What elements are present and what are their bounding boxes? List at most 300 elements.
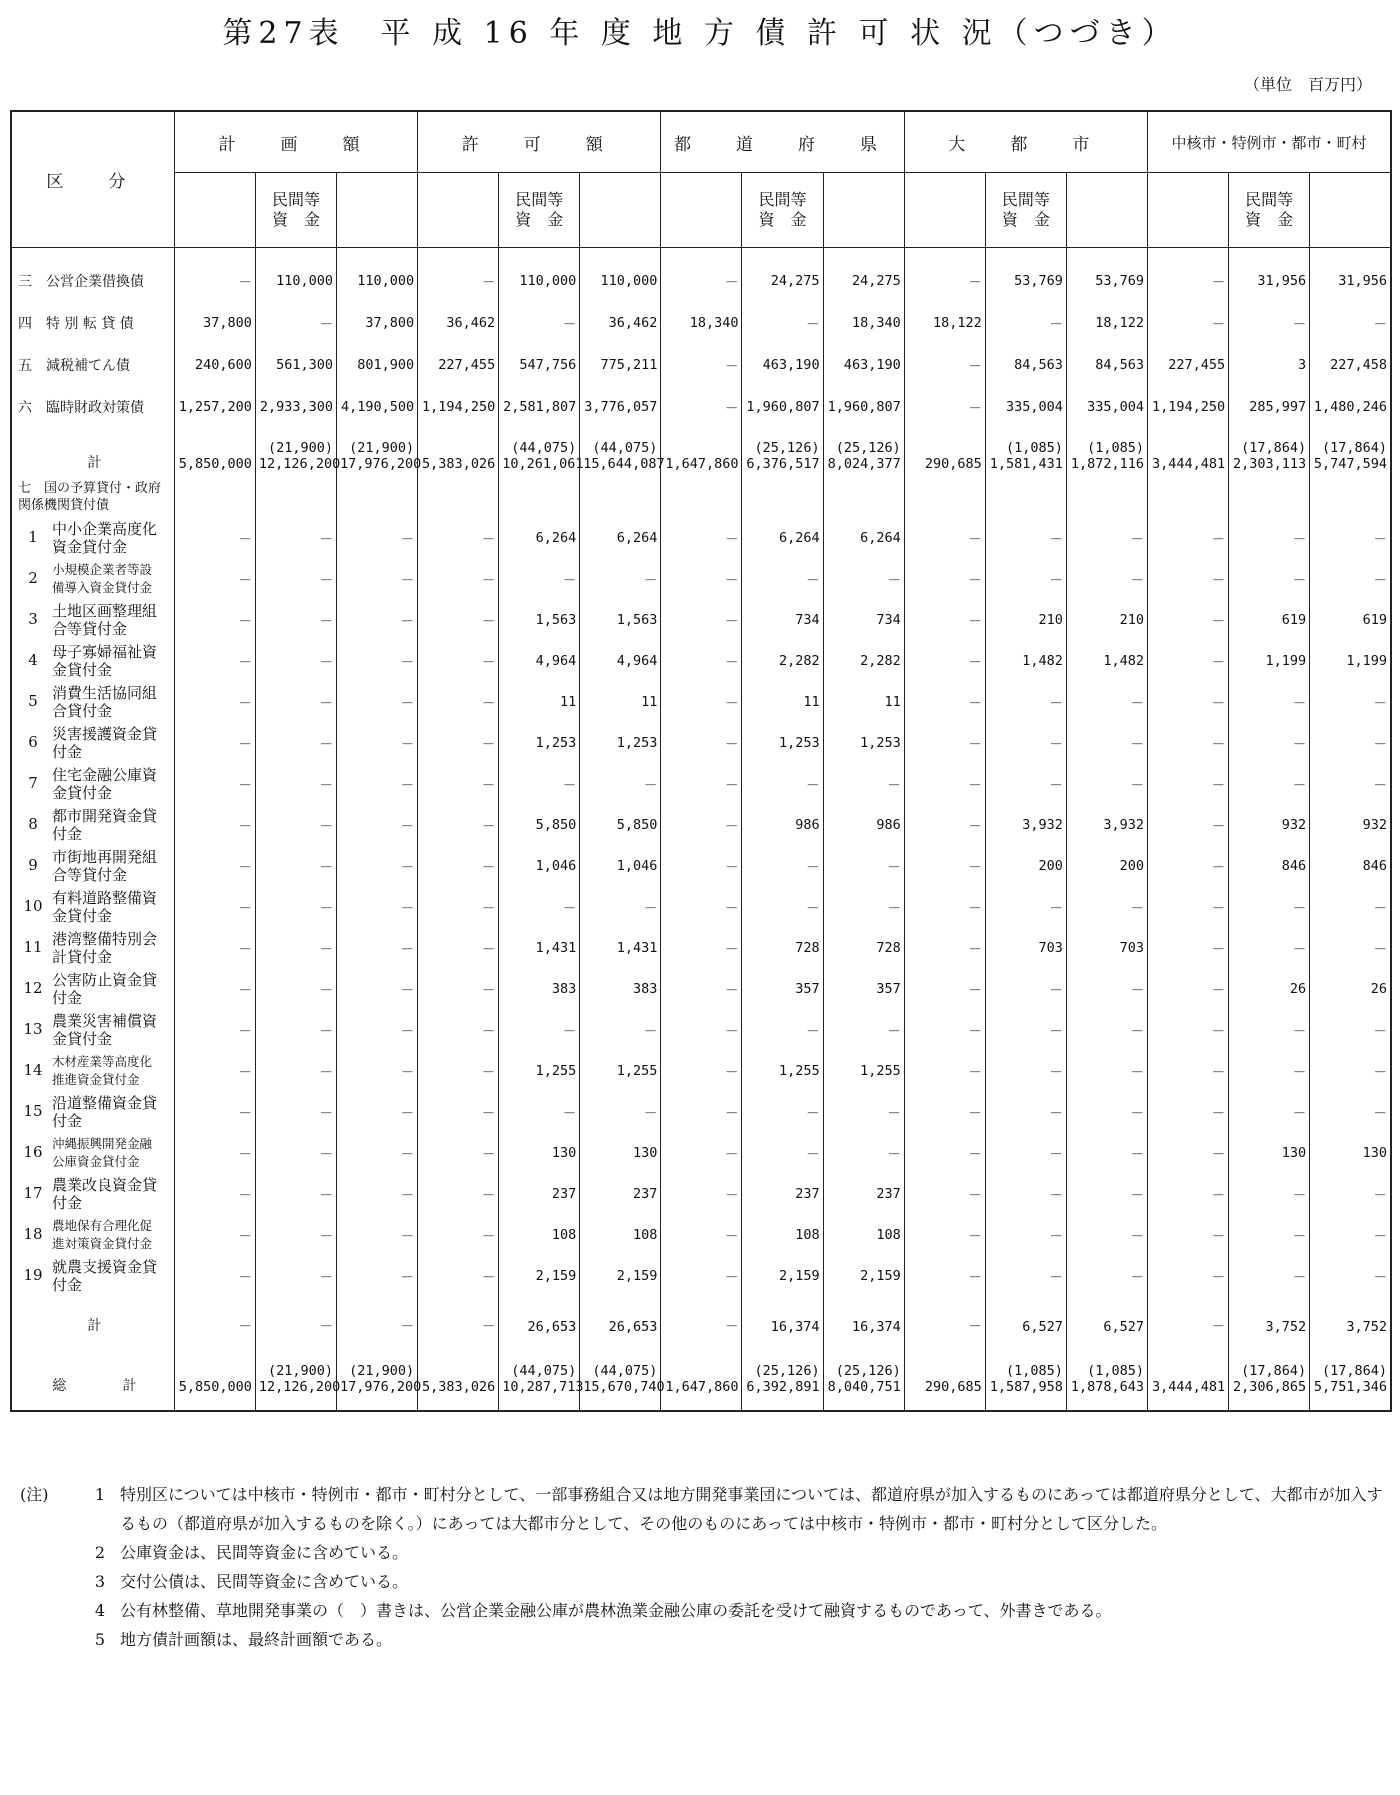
loan-label (11, 682, 174, 723)
value-cell (823, 559, 904, 600)
value-cell (985, 641, 1066, 682)
cell-value: － (643, 901, 658, 917)
cell-value: 15,670,740 (583, 1378, 665, 1395)
value-cell (661, 1051, 742, 1092)
cell-value: － (887, 860, 901, 876)
cell-value: － (643, 573, 658, 589)
paren-value: (25,126) (835, 439, 901, 456)
cell-value: 84,563 (1095, 356, 1144, 373)
cell-value: － (806, 901, 820, 917)
paren-value (664, 1363, 738, 1379)
value-cell (661, 805, 742, 846)
note-text: 交付公債は、民間等資金に含めている。 (120, 1572, 409, 1591)
value-cell (823, 682, 904, 723)
cell-value: 1,046 (616, 858, 658, 874)
loan-row (11, 805, 1391, 846)
value-cell (823, 641, 904, 682)
cell-value: － (1211, 316, 1226, 333)
cell-value: － (1130, 901, 1144, 917)
loan-number: 11 (23, 938, 43, 956)
value-cell (1066, 805, 1147, 846)
cell-value: 290,685 (924, 1378, 982, 1395)
loan-label (11, 600, 174, 641)
value-cell (499, 805, 580, 846)
cell-value: － (968, 532, 982, 548)
value-cell (174, 1051, 255, 1092)
cell-value: － (1049, 901, 1063, 917)
cell-value: 210 (1119, 612, 1144, 628)
value-cell (661, 723, 742, 764)
value-cell (499, 928, 580, 969)
value-cell (418, 559, 499, 600)
note-prefix: (注) (20, 1485, 49, 1504)
paren-value: (25,126) (835, 1362, 901, 1379)
value-cell (1310, 302, 1391, 344)
cell-value: － (968, 400, 982, 417)
value-cell (742, 428, 823, 476)
cell-value: － (481, 655, 496, 671)
cell-value: 18,122 (933, 314, 982, 331)
sub-header (1310, 173, 1391, 248)
cell-value: － (238, 1188, 252, 1204)
note-item (20, 1625, 1390, 1654)
loan-label (11, 969, 174, 1010)
cell-value: － (1049, 1106, 1063, 1122)
value-cell (418, 518, 499, 559)
cell-value: － (724, 1229, 739, 1245)
cell-value: 130 (1281, 1145, 1307, 1161)
value-cell (904, 1133, 985, 1174)
value-cell (337, 805, 418, 846)
sub-header (1148, 173, 1229, 248)
cell-value: － (319, 737, 334, 753)
cell-value: － (806, 1147, 820, 1163)
note-text: 公有林整備、草地開発事業の（ ）書きは、公営企業金融公庫が農林漁業金融公庫の委託を受けて融資するものであって、外書きである。 (120, 1601, 1112, 1620)
value-cell (255, 1215, 336, 1256)
value-cell (337, 928, 418, 969)
cell-value: － (724, 532, 739, 548)
notes (20, 1480, 1390, 1654)
loan-name: 木材産業等高度化推進資金貸付金 (52, 1054, 153, 1087)
cell-value: 561,300 (276, 356, 334, 373)
paren-value (1151, 440, 1225, 456)
value-cell (255, 1133, 336, 1174)
note-number: 1 (94, 1485, 106, 1504)
value-cell (580, 928, 661, 969)
value-cell (1229, 386, 1310, 428)
value-cell (1066, 723, 1147, 764)
paren-value: (17,864) (1241, 1362, 1307, 1379)
value-cell (1066, 1133, 1147, 1174)
cell-value: － (887, 1106, 901, 1122)
cell-value: － (400, 983, 415, 999)
value-cell (1066, 887, 1147, 928)
cell-value: － (238, 1065, 252, 1081)
paren-value: (44,075) (511, 1362, 577, 1379)
value-cell (174, 928, 255, 969)
value-cell (742, 1092, 823, 1133)
value-cell (1229, 1174, 1310, 1215)
value-cell (823, 428, 904, 476)
loan-label (11, 928, 174, 969)
value-cell (823, 723, 904, 764)
value-cell (985, 1215, 1066, 1256)
cell-value: － (1211, 1229, 1226, 1245)
cell-value: － (968, 901, 982, 917)
value-cell (174, 1297, 255, 1339)
value-cell (1310, 1351, 1391, 1399)
cell-value: － (968, 1270, 982, 1286)
group-header-prefecture: 都 道 府 県 (661, 111, 904, 173)
cell-value: － (968, 274, 982, 291)
value-cell (337, 518, 418, 559)
cell-value: － (806, 1024, 820, 1040)
value-cell (337, 682, 418, 723)
value-cell (174, 1256, 255, 1297)
value-cell (418, 887, 499, 928)
value-cell (337, 1215, 418, 1256)
cell-value: 110,000 (519, 272, 577, 289)
cell-value: 4,964 (535, 653, 577, 669)
value-cell (1229, 1133, 1310, 1174)
value-cell (1066, 764, 1147, 805)
kubun-header: 区 分 (11, 111, 174, 248)
cell-value: － (968, 696, 982, 712)
paren-value (908, 440, 982, 456)
loan-number: 18 (23, 1225, 43, 1243)
loan-row (11, 969, 1391, 1010)
value-cell (1310, 682, 1391, 723)
value-cell (985, 1174, 1066, 1215)
value-cell (1310, 723, 1391, 764)
value-cell (1066, 641, 1147, 682)
cell-value: 237 (795, 1186, 820, 1202)
loan-name: 港湾整備特別会計貸付金 (52, 930, 158, 966)
cell-value: 2,303,113 (1233, 455, 1307, 472)
cell-value: － (562, 901, 577, 917)
cell-value: 6,264 (778, 530, 820, 546)
cell-value: － (319, 696, 334, 712)
cell-value: － (643, 778, 658, 794)
value-cell (823, 1133, 904, 1174)
cell-value: － (968, 737, 982, 753)
value-cell (1148, 600, 1229, 641)
value-cell (1066, 1215, 1147, 1256)
cell-value: － (1292, 1229, 1307, 1245)
value-cell (418, 1351, 499, 1399)
note-number: 4 (94, 1601, 106, 1620)
sub-header (823, 173, 904, 248)
group-header-major-city: 大 都 市 (904, 111, 1147, 173)
cell-value: － (1373, 1270, 1387, 1286)
value-cell (742, 1215, 823, 1256)
cell-value: 110,000 (357, 272, 415, 289)
cell-value: 1,581,431 (989, 455, 1063, 472)
total-label: 計 (11, 1297, 174, 1339)
value-cell (174, 1174, 255, 1215)
value-cell (1148, 386, 1229, 428)
cell-value: 463,190 (762, 356, 820, 373)
value-cell (661, 518, 742, 559)
value-cell (904, 386, 985, 428)
sub-header (174, 173, 255, 248)
cell-value: 3,776,057 (584, 398, 658, 415)
cell-value: － (319, 1065, 334, 1081)
loan-row (11, 682, 1391, 723)
value-cell (1229, 1297, 1310, 1339)
loan-number: 10 (23, 897, 43, 915)
cell-value: － (481, 860, 496, 876)
loan-row (11, 518, 1391, 559)
cell-value: － (724, 1106, 739, 1122)
value-cell (742, 805, 823, 846)
cell-value: － (238, 901, 252, 917)
cell-value: 932 (1362, 817, 1387, 833)
cell-value: － (1130, 737, 1144, 753)
paren-value (908, 1363, 982, 1379)
cell-value: 130 (1362, 1145, 1387, 1161)
cell-value: － (1049, 532, 1063, 548)
value-cell (337, 559, 418, 600)
value-cell (174, 846, 255, 887)
value-cell (1310, 260, 1391, 302)
cell-value: － (481, 1229, 496, 1245)
value-cell (418, 1297, 499, 1339)
cell-value: － (481, 1065, 496, 1081)
value-cell (580, 641, 661, 682)
value-cell (1310, 928, 1391, 969)
cell-value: 1,647,860 (665, 455, 739, 472)
value-cell (1229, 1010, 1310, 1051)
value-cell (1229, 1092, 1310, 1133)
cell-value: 4,964 (616, 653, 658, 669)
loan-name: 中小企業高度化資金貸付金 (52, 520, 158, 556)
value-cell (661, 1174, 742, 1215)
value-cell (661, 260, 742, 302)
value-cell (337, 641, 418, 682)
value-cell (418, 344, 499, 386)
loan-name: 災害援護資金貸付金 (52, 725, 158, 761)
value-cell (823, 344, 904, 386)
value-cell (742, 386, 823, 428)
cell-value: － (724, 778, 739, 794)
loan-row (11, 641, 1391, 682)
value-cell (580, 1133, 661, 1174)
value-cell (742, 1297, 823, 1339)
cell-value: － (968, 655, 982, 671)
cell-value: 3,752 (1265, 1318, 1307, 1335)
cell-value: 1,647,860 (665, 1378, 739, 1395)
value-cell (1066, 600, 1147, 641)
cell-value: － (319, 778, 334, 794)
loan-name: 消費生活協同組合貸付金 (52, 684, 158, 720)
value-cell (255, 518, 336, 559)
value-cell (1229, 1215, 1310, 1256)
cell-value: 2,282 (860, 653, 901, 669)
loan-label (11, 641, 174, 682)
cell-value: 703 (1038, 940, 1063, 956)
paren-value (421, 1363, 495, 1379)
value-cell (580, 386, 661, 428)
value-cell (418, 969, 499, 1010)
value-cell (823, 1092, 904, 1133)
loan-row (11, 1051, 1391, 1092)
paren-value (178, 440, 252, 456)
cell-value: 1,253 (778, 735, 820, 751)
value-cell (255, 344, 336, 386)
sub-header: 民間等 資 金 (1229, 173, 1310, 248)
value-cell (985, 846, 1066, 887)
cell-value: － (968, 860, 982, 876)
value-cell (985, 559, 1066, 600)
value-cell (1066, 969, 1147, 1010)
cell-value: － (806, 1106, 820, 1122)
value-cell (580, 600, 661, 641)
value-cell (1148, 723, 1229, 764)
cell-value: － (238, 983, 252, 999)
cell-value: － (400, 1106, 415, 1122)
cell-value: 3,932 (1103, 817, 1144, 833)
value-cell (174, 600, 255, 641)
value-cell (904, 600, 985, 641)
cell-value: － (968, 1188, 982, 1204)
cell-value: 1,194,250 (1151, 398, 1226, 415)
sub-header (1066, 173, 1147, 248)
value-cell (499, 682, 580, 723)
value-cell (174, 969, 255, 1010)
value-cell (174, 1092, 255, 1133)
paren-value: (1,085) (1087, 439, 1144, 456)
cell-value: － (968, 614, 982, 630)
value-cell (580, 1174, 661, 1215)
loan-name: 土地区画整理組合等貸付金 (52, 602, 158, 638)
loan-name: 農業災害補償資金貸付金 (52, 1012, 158, 1048)
value-cell (742, 1351, 823, 1399)
cell-value: 1,199 (1265, 653, 1307, 669)
loan-label (11, 559, 174, 600)
cell-value: － (724, 860, 739, 876)
cell-value: 15,644,087 (583, 455, 665, 472)
cell-value: － (1373, 1229, 1387, 1245)
paren-value (1151, 1363, 1225, 1379)
value-cell (174, 386, 255, 428)
value-cell (1310, 344, 1391, 386)
cell-value: 4,190,500 (340, 398, 415, 415)
cell-value: － (400, 819, 415, 835)
value-cell (1229, 805, 1310, 846)
loan-name: 農業改良資金貸付金 (52, 1176, 158, 1212)
loan-row (11, 723, 1391, 764)
value-cell (661, 1010, 742, 1051)
cell-value: 108 (876, 1227, 901, 1243)
cell-value: － (319, 614, 334, 630)
cell-value: 5,850 (616, 817, 658, 833)
cell-value: － (724, 573, 739, 589)
value-cell (742, 600, 823, 641)
cell-value: － (1292, 1188, 1307, 1204)
cell-value: － (481, 1147, 496, 1163)
value-cell (1310, 1010, 1391, 1051)
loan-name: 沖縄振興開発金融公庫資金貸付金 (52, 1136, 153, 1169)
value-cell (661, 386, 742, 428)
loan-row (11, 1174, 1391, 1215)
value-cell (337, 969, 418, 1010)
value-cell (418, 641, 499, 682)
cell-value: － (1049, 1024, 1063, 1040)
value-cell (499, 764, 580, 805)
cell-value: － (1373, 1188, 1387, 1204)
cell-value: － (400, 696, 415, 712)
value-cell (661, 641, 742, 682)
cell-value: 1,194,250 (422, 398, 496, 415)
cell-value: 240,600 (195, 356, 252, 373)
value-cell (418, 428, 499, 476)
cell-value: － (319, 1270, 334, 1286)
value-cell (255, 1010, 336, 1051)
cell-value: － (238, 778, 252, 794)
value-cell (580, 1351, 665, 1399)
value-cell (661, 887, 742, 928)
value-cell (337, 260, 418, 302)
value-cell (499, 1215, 580, 1256)
value-cell (1229, 518, 1310, 559)
value-cell (742, 260, 823, 302)
value-cell (661, 1215, 742, 1256)
value-cell (1310, 1256, 1391, 1297)
value-cell (337, 1133, 418, 1174)
cell-value: 3,444,481 (1151, 1378, 1226, 1395)
value-cell (1229, 723, 1310, 764)
value-cell (499, 1297, 580, 1339)
cell-value: － (562, 573, 577, 589)
note-prefix (20, 1596, 80, 1625)
loan-row (11, 764, 1391, 805)
value-cell (904, 641, 985, 682)
cell-value: － (724, 1147, 739, 1163)
value-cell (337, 428, 422, 476)
cell-value: 110,000 (600, 272, 658, 289)
value-cell (985, 260, 1066, 302)
value-cell (1229, 260, 1310, 302)
value-cell (1066, 344, 1147, 386)
cell-value: － (481, 1270, 496, 1286)
value-cell (742, 1051, 823, 1092)
value-cell (823, 1010, 904, 1051)
value-cell (255, 559, 336, 600)
value-cell (1310, 969, 1391, 1010)
value-cell (904, 428, 985, 476)
value-cell (1148, 1215, 1229, 1256)
cell-value: － (1049, 1188, 1063, 1204)
value-cell (1066, 302, 1147, 344)
value-cell (904, 1092, 985, 1133)
loan-row (11, 928, 1391, 969)
value-cell (255, 805, 336, 846)
value-cell (1066, 1297, 1147, 1339)
cell-value: － (724, 655, 739, 671)
value-cell (174, 805, 255, 846)
loan-row (11, 559, 1391, 600)
loan-number: 5 (28, 692, 38, 710)
value-cell (337, 846, 418, 887)
loan-number: 13 (23, 1020, 43, 1038)
value-cell (742, 641, 823, 682)
value-cell (661, 969, 742, 1010)
cell-value: － (968, 1147, 982, 1163)
loan-label (11, 805, 174, 846)
value-cell (418, 682, 499, 723)
cell-value: － (1211, 860, 1226, 876)
